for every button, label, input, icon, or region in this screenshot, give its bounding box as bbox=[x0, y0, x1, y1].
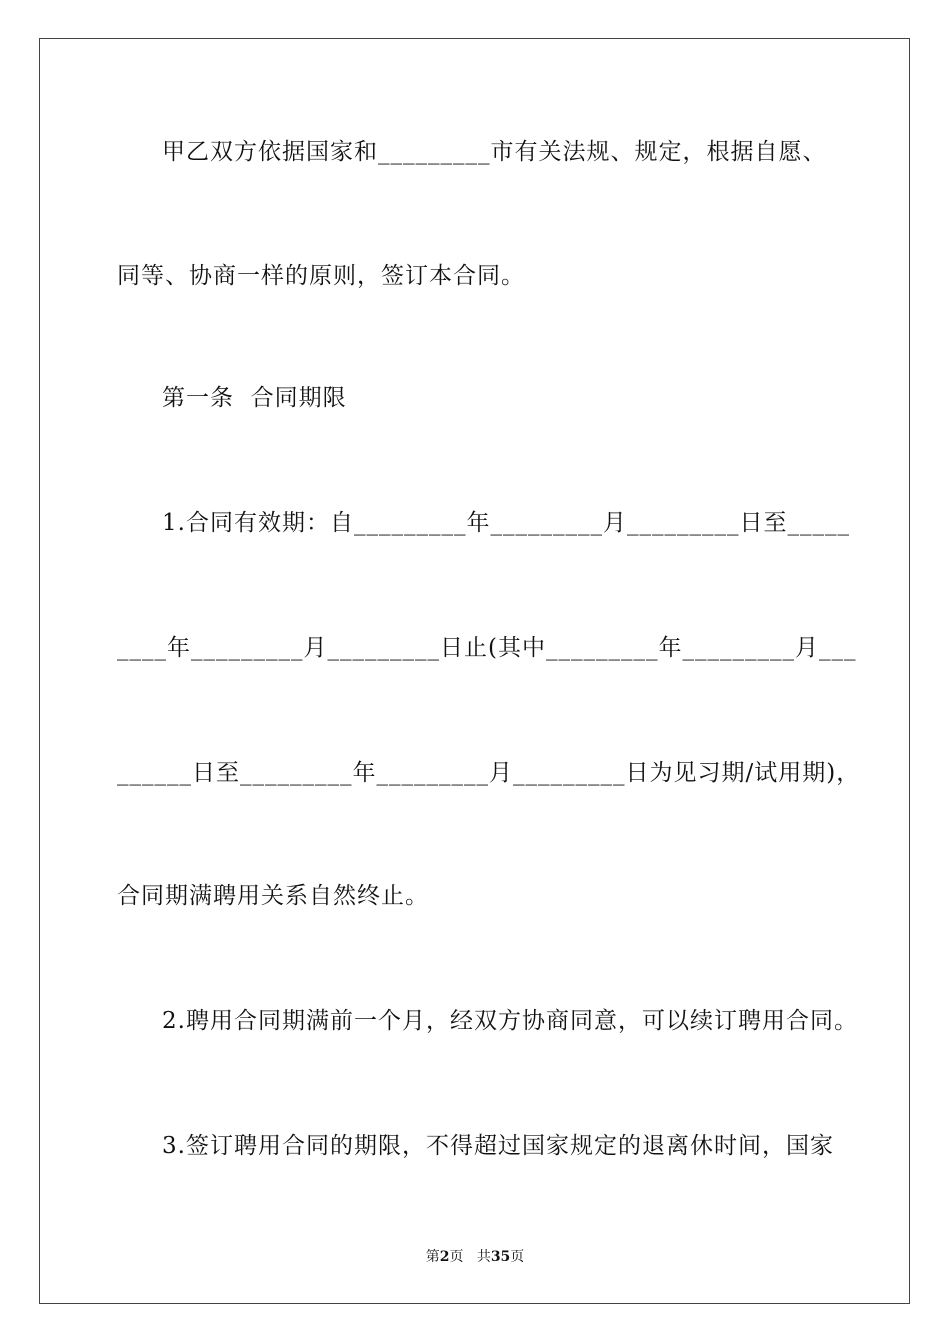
footer-total-pages: 35 bbox=[490, 1249, 511, 1265]
footer-page-suffix: 页 bbox=[449, 1249, 464, 1265]
footer-total-prefix: 共 bbox=[476, 1249, 491, 1265]
page-footer bbox=[0, 1248, 950, 1266]
footer-page-number: 2 bbox=[439, 1249, 450, 1265]
footer-total-suffix: 页 bbox=[510, 1249, 525, 1265]
footer-page-prefix: 第 bbox=[425, 1249, 440, 1265]
clause-1-line-1: 1.合同有效期：自_________年_________月_________日至_____ bbox=[162, 510, 850, 536]
clause-1-line-4: 合同期满聘用关系自然终止。 bbox=[117, 883, 429, 909]
page-border bbox=[39, 38, 910, 1304]
paragraph-line-2: 同等、协商一样的原则，签订本合同。 bbox=[117, 263, 525, 289]
clause-3-line-1: 3.签订聘用合同的期限，不得超过国家规定的退离休时间，国家 bbox=[162, 1133, 834, 1159]
paragraph-line-1: 甲乙双方依据国家和_________市有关法规、规定，根据自愿、 bbox=[162, 139, 827, 165]
clause-2-line-1: 2.聘用合同期满前一个月，经双方协商同意，可以续订聘用合同。 bbox=[162, 1008, 858, 1034]
article-heading: 第一条 合同期限 bbox=[162, 385, 347, 411]
clause-1-line-3: ______日至_________年_________月_________日为见习期/试用期)， bbox=[117, 760, 861, 786]
clause-1-line-2: ____年_________月_________日止(其中_________年_________月___ bbox=[117, 635, 857, 661]
